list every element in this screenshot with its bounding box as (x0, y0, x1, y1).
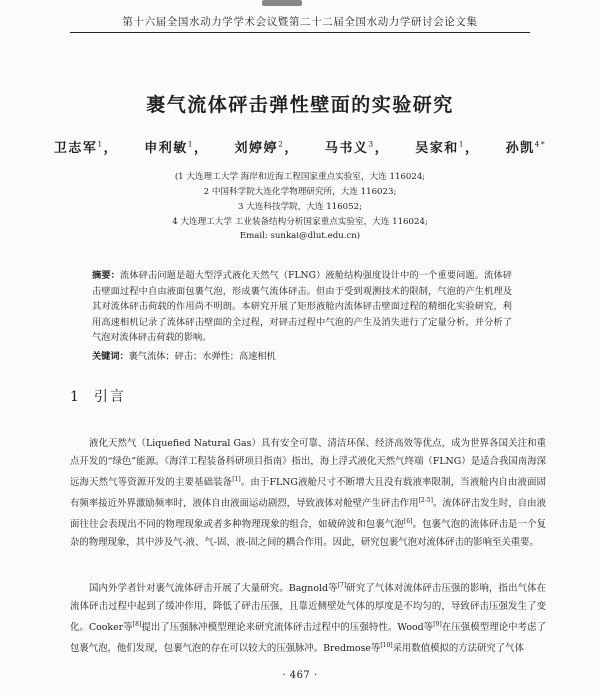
author: 马书义$^3$， (324, 139, 390, 156)
abstract-label: 摘要： (92, 270, 121, 281)
citation: [2-5] (418, 497, 433, 505)
author: 吴家和$^1$， (415, 139, 480, 156)
keywords-text: 裹气流体；砰击；水弹性；高速相机 (128, 351, 276, 362)
affiliation-line: 4 大连理工大学 工业装备结构分析国家重点实验室，大连 116024; (172, 217, 428, 227)
citation: [6] (403, 518, 413, 526)
citation: [8] (132, 621, 142, 629)
citation: [1] (232, 476, 241, 483)
author-list (0, 137, 600, 156)
author: 申利敏$^1$， (144, 139, 209, 156)
citation: [10] (380, 642, 393, 650)
citation: [7] (337, 582, 347, 589)
section-heading: 1 引言 (70, 389, 126, 405)
keywords (92, 348, 512, 362)
affiliation-line: (1 大连理工大学 海岸和近海工程国家重点实验室，大连 116024; (174, 172, 426, 182)
affiliation-email: Email: sunkai@dlut.edu.cn) (239, 231, 361, 241)
abstract-text: 流体砰击问题是超大型浮式液化天然气（FLNG）液舱结构强度设计中的一个重要问题。流体砰击壁面过程中自由液面包裹气泡，形成裹气流体砰击。但由于受到观测技术的限制，气泡的产生机理及其对流体砰击荷载的作用尚不明朗。本研究开展了矩形液舱内流体砰击壁面过程的精细化实验研究，利用高速相机记录了流体砰击壁面的全过程，对砰击过程中气泡的产生及消失进行了定量分析，并分析了气泡对流体砰击荷载的影响。 (92, 270, 512, 343)
citation: [9] (433, 621, 442, 629)
author: 孙凯$^{4*}$ (505, 139, 547, 156)
scan-mark (262, 0, 302, 6)
abstract (92, 268, 512, 346)
header-rule (70, 32, 530, 33)
body-paragraph-1: 液化天然气（Liquefied Natural Gas）具有安全可靠、清洁环保、经济高效等优点，成为世界各国关注和重点开发的“绿色”能源。《海洋工程装备科研项目指南》指出，海上浮式液化天然气终端（FLNG）是适合我国南海深远海天然气等资源开发的主要基础装备[1]。由于FLNG液舱尺寸不断增大且没有载液率限制，当液舱内自由液面固有频率接近外界激励频率时，液体自由液面运动剧烈，导致液体对舱壁产生砰击作用[2-5]。流体砰击发生时，自由液面往往会表现出不同的物理现象或者多种物理现象的组合，如破碎波和包裹气泡[6]。包裹气泡的流体砰击是一个复杂的物理现象，其中涉及气-液、气-固、液-固之间的耦合作用。因此，研究包裹气泡对流体砰击的影响至关重要。 (70, 438, 546, 549)
affiliation-line: 3 大连科技学院，大连 116052; (238, 202, 362, 212)
body-paragraph-2: 国内外学者针对裹气流体砰击开展了大量研究。Bagnold等[7]研究了气体对流体砰击压强的影响，指出气体在流体砰击过程中起到了缓冲作用，降低了砰击压强，且靠近侧壁处气体的厚度是不均匀的，导致砰击压强发生了变化。Cooker等[8]提出了压强脉冲模型理论来研究流体砰击过程中的压强特性。Wood等[9]在压强模型理论中考虑了包裹气泡，他们发现，包裹气泡的存在可以较大的压强脉冲。Bredmose等[10]采用数值模拟的方法研究了气体 (70, 582, 546, 655)
running-header: 第十六届全国水动力学学术会议暨第二十二届全国水动力学研讨会论文集 (122, 16, 478, 28)
paper-title: 裹气流体砰击弹性壁面的实验研究 (146, 94, 454, 116)
page-number: · 467 · (282, 670, 318, 681)
keywords-label: 关键词： (92, 351, 129, 362)
author: 卫志军$^1$， (53, 139, 119, 156)
affiliation-line: 2 中国科学院大连化学物理研究所，大连 116023; (203, 187, 397, 197)
author: 刘婷婷$^2$， (234, 139, 299, 156)
